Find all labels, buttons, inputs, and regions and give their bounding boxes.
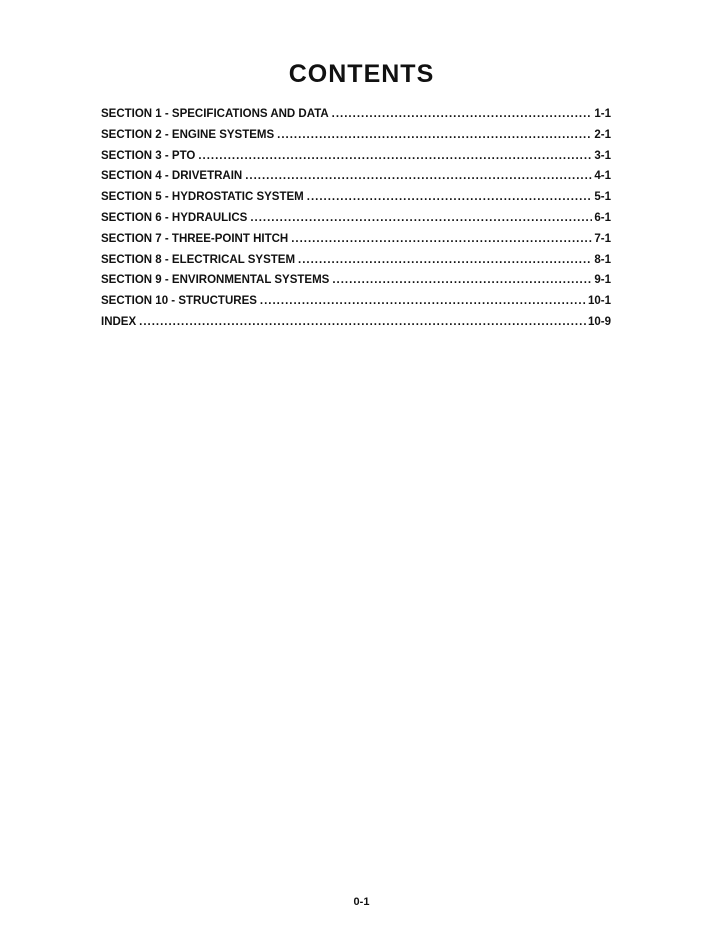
toc-entry-label: SECTION 9 - ENVIRONMENTAL SYSTEMS: [101, 274, 330, 287]
toc-entry-page: 6-1: [594, 211, 611, 224]
toc-entry-page: 3-1: [594, 149, 611, 162]
dot-leader: [245, 170, 592, 182]
dot-leader: [260, 295, 586, 307]
dot-leader: [198, 150, 592, 162]
toc-entry-label: SECTION 6 - HYDRAULICS: [101, 211, 248, 224]
toc-entry-section-7[interactable]: [101, 233, 611, 254]
toc-entry-page: 5-1: [594, 191, 611, 204]
toc-entry-label: SECTION 4 - DRIVETRAIN: [101, 170, 243, 183]
toc-entry-section-9[interactable]: [101, 274, 611, 295]
toc-entry-page: 1-1: [594, 108, 611, 120]
dot-leader: [277, 129, 592, 141]
toc-entry-section-3[interactable]: [101, 150, 611, 171]
table-of-contents: [101, 108, 611, 337]
toc-entry-page: 10-1: [587, 295, 611, 308]
dot-leader: [139, 316, 586, 328]
toc-entry-section-8[interactable]: [101, 254, 611, 275]
toc-entry-section-10[interactable]: [101, 295, 611, 316]
toc-entry-section-6[interactable]: [101, 212, 611, 233]
dot-leader: [298, 254, 592, 266]
toc-entry-label: SECTION 2 - ENGINE SYSTEMS: [101, 128, 275, 141]
toc-entry-label: SECTION 7 - THREE-POINT HITCH: [101, 232, 289, 245]
toc-entry-label: SECTION 10 - STRUCTURES: [101, 295, 257, 308]
toc-entry-page: 4-1: [594, 170, 611, 183]
dot-leader: [250, 212, 592, 224]
toc-entry-label: INDEX: [101, 315, 137, 328]
toc-entry-label: SECTION 3 - PTO: [101, 149, 196, 162]
page-title: CONTENTS: [288, 60, 435, 88]
toc-entry-section-2[interactable]: [101, 129, 611, 150]
dot-leader: [307, 191, 593, 203]
dot-leader: [332, 274, 592, 286]
toc-entry-page: 9-1: [594, 274, 611, 287]
toc-entry-index[interactable]: [101, 316, 611, 337]
toc-entry-label: SECTION 1 - SPECIFICATIONS AND DATA: [101, 108, 329, 120]
toc-entry-page: 7-1: [594, 232, 611, 245]
toc-entry-section-5[interactable]: [101, 191, 611, 212]
page-number: 0-1: [353, 896, 370, 908]
dot-leader: [332, 108, 593, 120]
toc-entry-page: 8-1: [594, 253, 611, 266]
toc-entry-page: 10-9: [587, 315, 611, 328]
toc-entry-section-1[interactable]: [101, 108, 611, 129]
dot-leader: [291, 233, 592, 245]
toc-entry-label: SECTION 8 - ELECTRICAL SYSTEM: [101, 253, 296, 266]
toc-entry-section-4[interactable]: [101, 170, 611, 191]
toc-entry-page: 2-1: [594, 128, 611, 141]
toc-entry-label: SECTION 5 - HYDROSTATIC SYSTEM: [101, 191, 304, 204]
